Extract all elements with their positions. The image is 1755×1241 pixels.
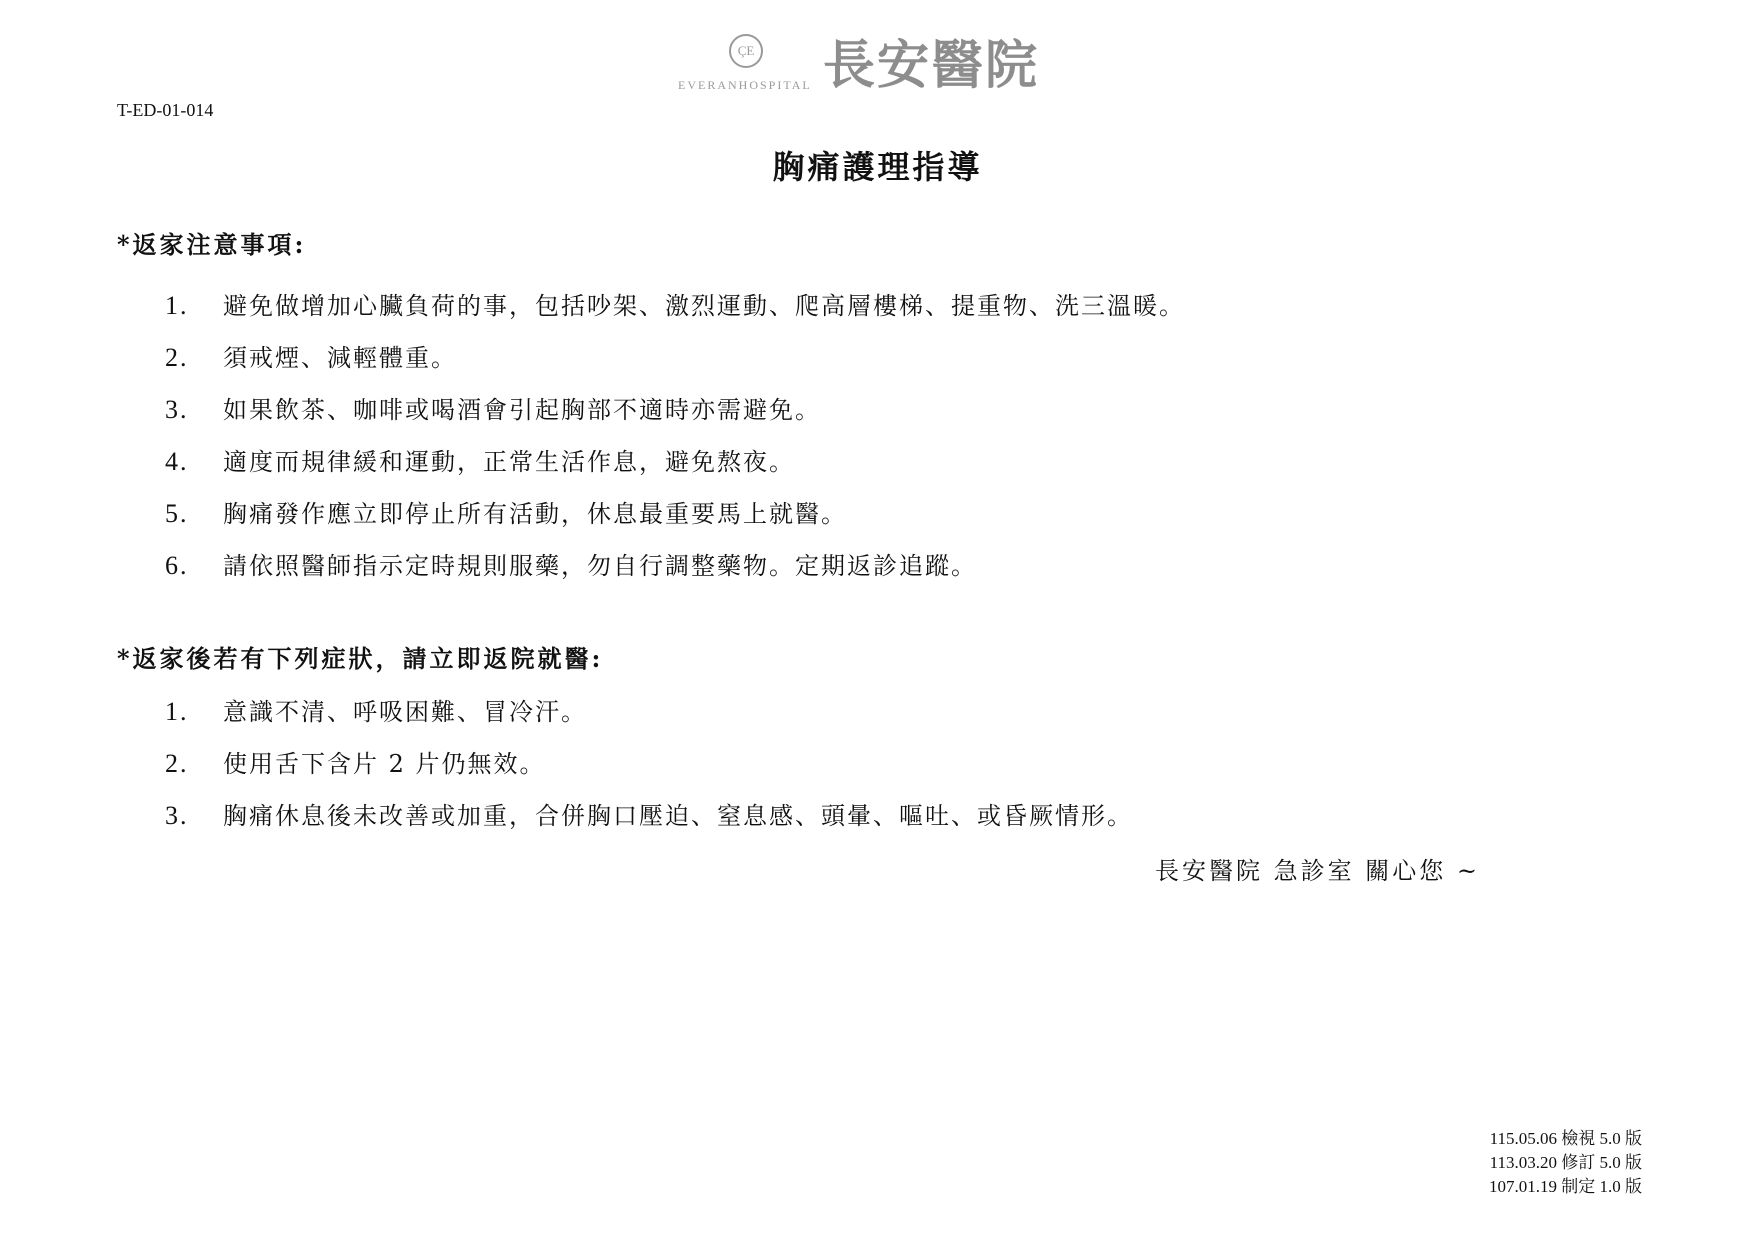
item-number: 4. bbox=[165, 447, 189, 476]
list-item bbox=[165, 436, 1185, 488]
item-number: 3. bbox=[165, 801, 189, 830]
list-item bbox=[165, 738, 1133, 790]
item-text: 如果飲茶、咖啡或喝酒會引起胸部不適時亦需避免。 bbox=[223, 396, 821, 424]
list-item bbox=[165, 790, 1133, 842]
list-item bbox=[165, 384, 1185, 436]
list-item bbox=[165, 488, 1185, 540]
logo-chinese-name: 長安醫院 bbox=[823, 36, 1040, 96]
list-item bbox=[165, 540, 1185, 592]
list-item bbox=[165, 280, 1185, 332]
item-number: 2. bbox=[165, 749, 189, 778]
item-text: 意識不清、呼吸困難、冒冷汗。 bbox=[223, 698, 587, 726]
hospital-logo bbox=[678, 30, 1088, 102]
page-title: 胸痛護理指導 bbox=[772, 148, 983, 186]
item-number: 2. bbox=[165, 343, 189, 372]
section-heading-warning-signs: *返家後若有下列症狀，請立即返院就醫: bbox=[117, 644, 604, 673]
item-text: 使用舌下含片 2 片仍無效。 bbox=[223, 750, 546, 778]
version-line: 107.01.19 制定 1.0 版 bbox=[1489, 1177, 1642, 1196]
item-text: 請依照醫師指示定時規則服藥，勿自行調整藥物。定期返診追蹤。 bbox=[223, 552, 977, 580]
item-number: 3. bbox=[165, 395, 189, 424]
item-text: 適度而規律緩和運動，正常生活作息，避免熬夜。 bbox=[223, 448, 795, 476]
item-number: 5. bbox=[165, 499, 189, 528]
section-heading-home-care: *返家注意事項: bbox=[117, 230, 307, 259]
logo-english-name: EVERANHOSPITAL bbox=[678, 78, 812, 92]
warning-signs-list bbox=[165, 686, 1133, 842]
item-number: 6. bbox=[165, 551, 189, 580]
list-item bbox=[165, 686, 1133, 738]
item-text: 胸痛發作應立即停止所有活動，休息最重要馬上就醫。 bbox=[223, 500, 847, 528]
version-line: 113.03.20 修訂 5.0 版 bbox=[1489, 1153, 1642, 1172]
sign-off: 長安醫院 急診室 關心您 ~ bbox=[1155, 857, 1480, 885]
item-text: 胸痛休息後未改善或加重，合併胸口壓迫、窒息感、頭暈、嘔吐、或昏厥情形。 bbox=[223, 802, 1133, 830]
item-number: 1. bbox=[165, 697, 189, 726]
document-code: T-ED-01-014 bbox=[117, 100, 214, 120]
item-text: 須戒煙、減輕體重。 bbox=[223, 344, 457, 372]
item-text: 避免做增加心臟負荷的事，包括吵架、激烈運動、爬高層樓梯、提重物、洗三溫暖。 bbox=[223, 292, 1185, 320]
home-care-list bbox=[165, 280, 1185, 592]
version-line: 115.05.06 檢視 5.0 版 bbox=[1489, 1129, 1642, 1148]
version-history bbox=[1489, 1127, 1642, 1199]
item-number: 1. bbox=[165, 291, 189, 320]
list-item bbox=[165, 332, 1185, 384]
logo-emblem-icon: ÇE bbox=[729, 34, 763, 68]
